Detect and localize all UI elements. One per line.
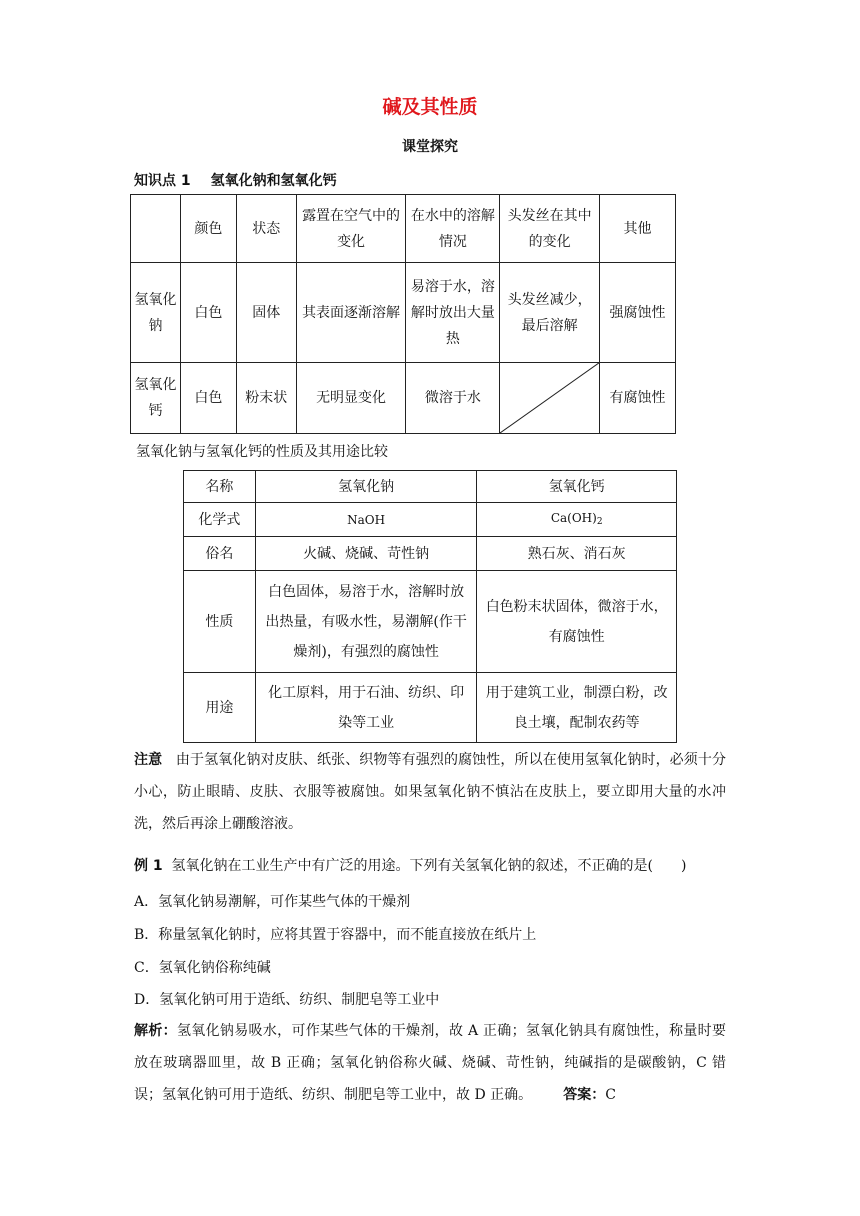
table-cell: 名称	[184, 471, 256, 503]
table-cell: 白色	[180, 363, 236, 434]
table-cell: 其表面逐渐溶解	[296, 263, 406, 363]
option-a: A．氢氧化钠易潮解，可作某些气体的干燥剂	[134, 894, 411, 910]
example-question	[134, 850, 726, 882]
answer-value: C	[605, 1087, 616, 1103]
table-cell: 微溶于水	[406, 363, 500, 434]
table-cell: 状态	[236, 195, 296, 263]
table-row	[131, 263, 676, 363]
formula-subscript: 2	[596, 516, 603, 527]
table-cell: 化工原料，用于石油、纺织、印染等工业	[255, 673, 477, 743]
table-cell: 氢氧化钙	[477, 471, 677, 503]
table-row	[184, 571, 677, 673]
section-subtitle: 课堂探究	[402, 139, 458, 155]
table-cell: 固体	[236, 263, 296, 363]
option-d: D．氢氧化钠可用于造纸、纺织、制肥皂等工业中	[134, 992, 440, 1008]
table-cell: 火碱、烧碱、苛性钠	[255, 537, 477, 571]
table-header-row	[131, 195, 676, 263]
table-cell: 头发丝在其中的变化	[500, 195, 600, 263]
comparison-caption: 氢氧化钠与氢氧化钙的性质及其用途比较	[136, 444, 388, 460]
note-label: 注意	[134, 752, 163, 768]
analysis-label: 解析：	[134, 1023, 177, 1039]
table-cell: 用于建筑工业，制漂白粉，改良土壤，配制农药等	[477, 673, 677, 743]
table-cell: 在水中的溶解情况	[406, 195, 500, 263]
note-text: 由于氢氧化钠对皮肤、纸张、织物等有强烈的腐蚀性，所以在使用氢氧化钠时，必须十分小心，防止眼睛、皮肤、衣服等被腐蚀。如果氢氧化钠不慎沾在皮肤上，要立即用大量的水冲洗，然后再涂上硼酸溶液。	[134, 752, 727, 832]
table-row	[184, 537, 677, 571]
table-row	[131, 363, 676, 434]
knowledge-point-heading	[134, 170, 337, 190]
table-cell: 氢氧化钙	[131, 363, 181, 434]
diagonal-line	[500, 363, 599, 433]
comparison-table	[183, 470, 677, 743]
table-cell	[131, 195, 181, 263]
table-cell: 易溶于水，溶解时放出大量热	[406, 263, 500, 363]
formula-caoh2	[477, 503, 677, 537]
table-cell: 熟石灰、消石灰	[477, 537, 677, 571]
diagonal-empty-cell	[500, 363, 600, 434]
option-c: C．氢氧化钠俗称纯碱	[134, 960, 271, 976]
example-question-text: 氢氧化钠在工业生产中有广泛的用途。下列有关氢氧化钠的叙述，不正确的是( )	[171, 858, 687, 874]
table-cell: 有腐蚀性	[600, 363, 676, 434]
table-cell: 其他	[600, 195, 676, 263]
example-label: 例 1	[134, 858, 163, 874]
table-cell: 化学式	[184, 503, 256, 537]
table-cell: 露置在空气中的变化	[296, 195, 406, 263]
table-header-row	[184, 471, 677, 503]
knowledge-point-label: 知识点 1	[134, 173, 191, 189]
table-cell: 氢氧化钠	[255, 471, 477, 503]
table-cell: 头发丝减少，最后溶解	[500, 263, 600, 363]
table-cell: 用途	[184, 673, 256, 743]
page-title: 碱及其性质	[382, 96, 478, 118]
option-b: B．称量氢氧化钠时，应将其置于容器中，而不能直接放在纸片上	[134, 927, 537, 943]
formula-naoh: NaOH	[255, 503, 477, 537]
table-cell: 粉末状	[236, 363, 296, 434]
table-row	[184, 503, 677, 537]
table-cell: 白色	[180, 263, 236, 363]
table-cell: 白色粉末状固体，微溶于水，有腐蚀性	[477, 571, 677, 673]
table-cell: 无明显变化	[296, 363, 406, 434]
table-cell: 颜色	[180, 195, 236, 263]
table-cell: 俗名	[184, 537, 256, 571]
answer-label: 答案：	[563, 1087, 606, 1103]
properties-table	[130, 194, 676, 434]
table-cell: 强腐蚀性	[600, 263, 676, 363]
table-cell: 性质	[184, 571, 256, 673]
formula-text: Ca(OH)	[550, 510, 597, 525]
table-cell: 白色固体，易溶于水，溶解时放出热量，有吸水性，易潮解(作干燥剂)，有强烈的腐蚀性	[255, 571, 477, 673]
knowledge-point-topic: 氢氧化钠和氢氧化钙	[210, 173, 337, 189]
table-row	[184, 673, 677, 743]
table-cell: 氢氧化钠	[131, 263, 181, 363]
analysis-paragraph	[134, 1015, 726, 1111]
analysis-text: 氢氧化钠易吸水，可作某些气体的干燥剂，故 A 正确；氢氧化钠具有腐蚀性，称量时要放在玻璃器皿里，故 B 正确；氢氧化钠俗称火碱、烧碱、苛性钠，纯碱指的是碳酸钠，C 错误；氢氧化钠可用于造纸、纺织、制肥皂等工业中，故 D 正确。	[134, 1023, 726, 1103]
note-paragraph	[134, 744, 726, 840]
